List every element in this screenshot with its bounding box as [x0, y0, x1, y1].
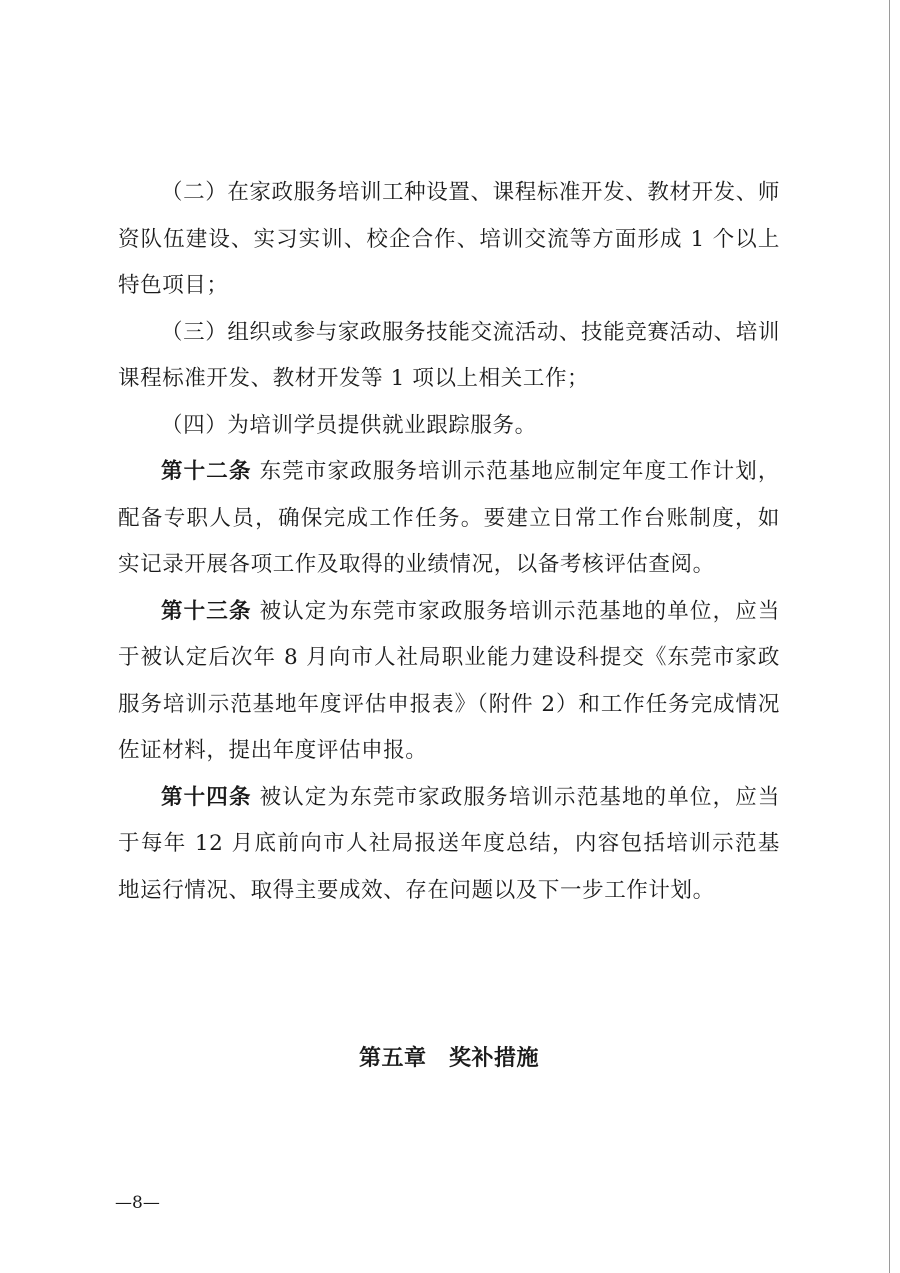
article-label: 第十二条	[161, 459, 252, 484]
article-14	[118, 775, 780, 915]
article-label: 第十四条	[161, 784, 252, 810]
article-label: 第十三条	[161, 598, 252, 624]
page-edge-line	[889, 0, 890, 1273]
paragraph-item-4	[118, 403, 780, 450]
paragraph-item-2	[118, 170, 780, 310]
page-number: —8—	[115, 1193, 160, 1213]
paragraph-text: （四）为培训学员提供就业跟踪服务。	[161, 412, 537, 438]
document-body	[118, 170, 780, 914]
article-text: 被认定为东莞市家政服务培训示范基地的单位，应当于每年 12 月底前向市人社局报送年度总结，内容包括培训示范基地运行情况、取得主要成效、存在问题以及下一步工作计划。	[118, 784, 780, 903]
chapter-heading: 第五章 奖补措施	[358, 1046, 539, 1071]
article-text: 东莞市家政服务培训示范基地应制定年度工作计划，配备专职人员，确保完成工作任务。要建立日常工作台账制度，如实记录开展各项工作及取得的业绩情况，以备考核评估查阅。	[118, 459, 780, 577]
paragraph-text: （二）在家政服务培训工种设置、课程标准开发、教材开发、师资队伍建设、实习实训、校企合作、培训交流等方面形成 1 个以上特色项目；	[118, 180, 780, 298]
article-text: 被认定为东莞市家政服务培训示范基地的单位，应当于被认定后次年 8 月向市人社局职业能力建设科提交《东莞市家政服务培训示范基地年度评估申报表》（附件 2）和工作任务完成情况佐证材料，提出年度评估申报。	[118, 598, 780, 763]
article-13	[118, 589, 780, 775]
paragraph-text: （三）组织或参与家政服务技能交流活动、技能竞赛活动、培训课程标准开发、教材开发等 1 项以上相关工作；	[118, 319, 780, 391]
article-12	[118, 449, 780, 589]
paragraph-item-3	[118, 310, 780, 403]
